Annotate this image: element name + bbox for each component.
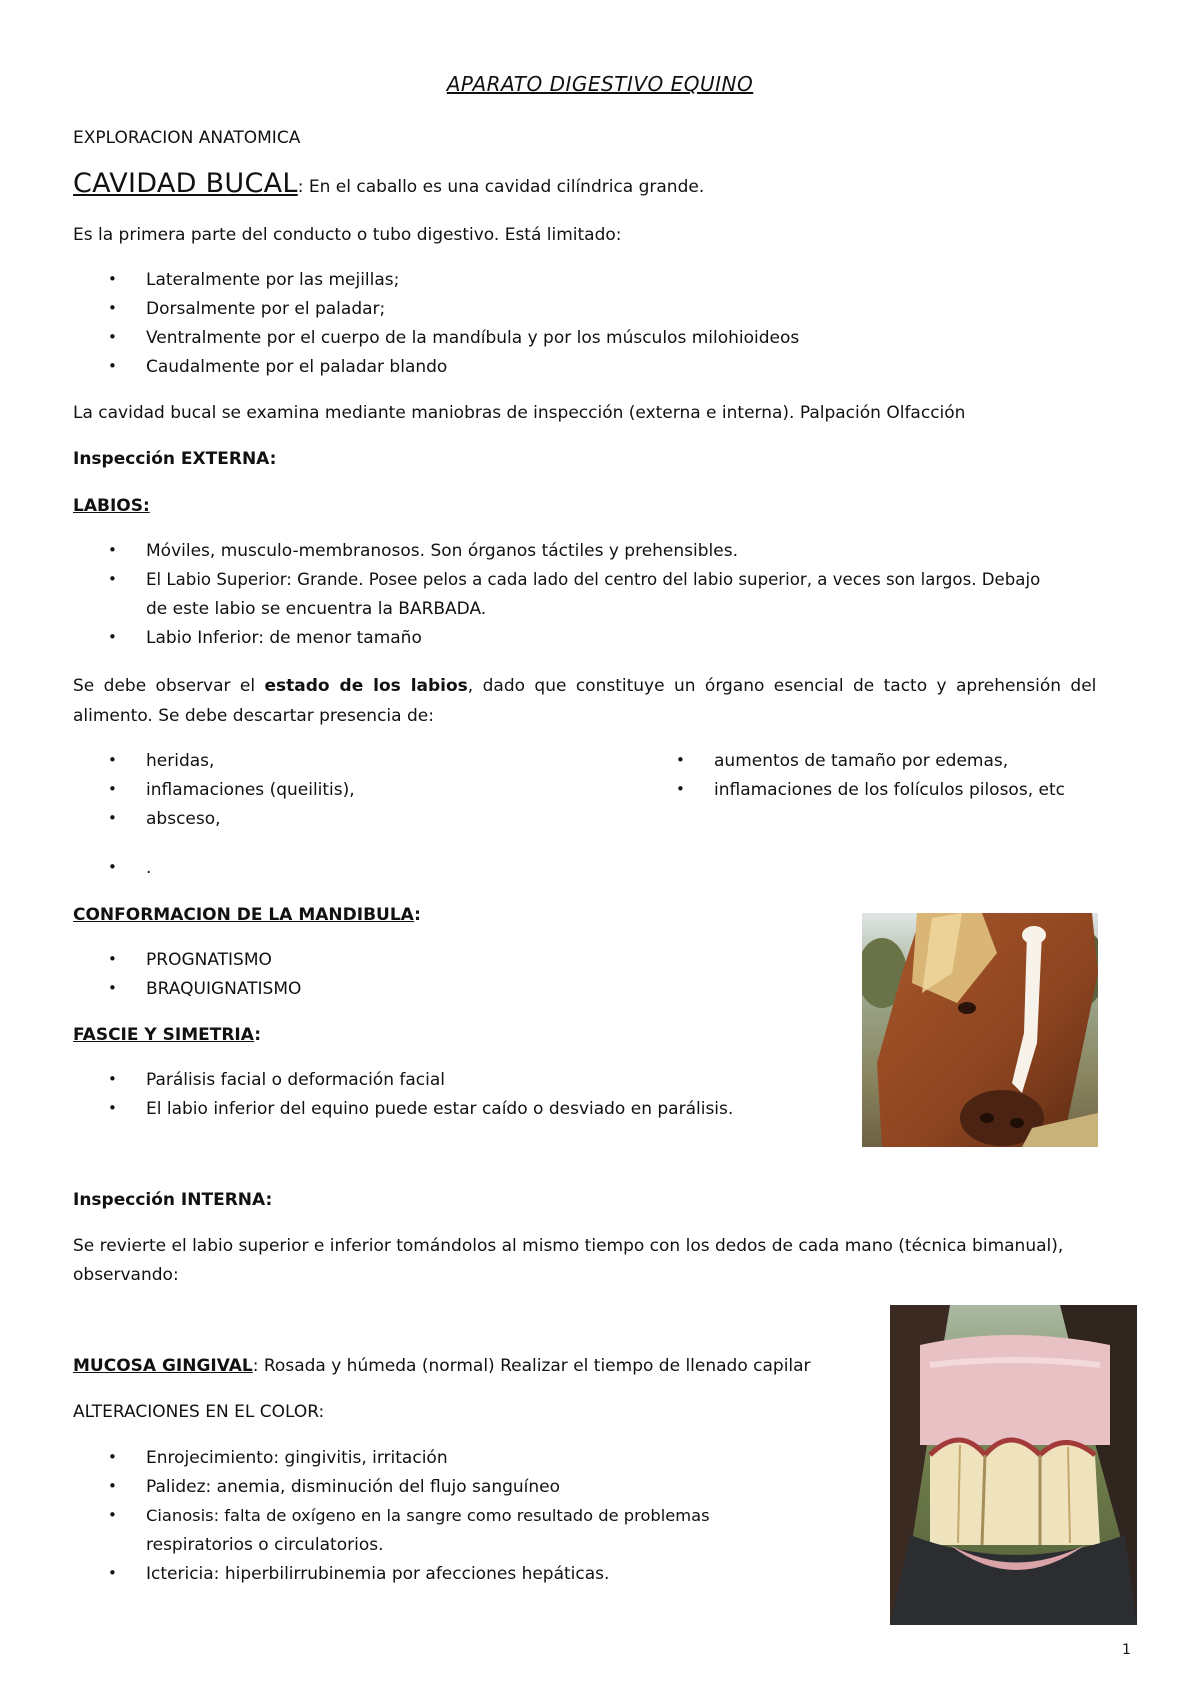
left-list-item: heridas, [146,751,215,771]
mucosa-line [73,1356,811,1376]
face-item: Parálisis facial o deformación facial [146,1070,445,1090]
bullet-marker: • [108,1506,117,1524]
horse-head-illustration [862,913,1098,1147]
mandible-colon: : [414,905,421,925]
alteration-item-continuation: respiratorios o circulatorios. [146,1535,384,1555]
bullet-marker: • [108,780,117,798]
observe-line-2: alimento. Se debe descartar presencia de: [73,706,434,726]
face-heading: FASCIE Y SIMETRIA [73,1025,255,1045]
bullet-marker: • [676,780,685,798]
observe-post: , dado que constituye un órgano esencial de tacto y aprehensión del [467,676,1097,696]
bullet-marker: • [108,1477,117,1495]
bullet-marker: • [108,1099,117,1117]
right-list-item: aumentos de tamaño por edemas, [714,751,1009,771]
cavity-heading: CAVIDAD BUCAL [73,168,298,199]
internal-heading: Inspección INTERNA: [73,1190,273,1210]
bullet-marker: • [108,570,117,588]
mandible-item: BRAQUIGNATISMO [146,979,302,999]
observe-bold: estado de los labios [264,676,468,696]
mucosa-heading: MUCOSA GINGIVAL [73,1356,253,1376]
exploration-heading: EXPLORACION ANATOMICA [73,128,301,148]
bullet-marker: • [108,950,117,968]
internal-text-line-2: observando: [73,1265,179,1285]
observe-line-1 [73,676,1135,696]
bullet-marker: • [108,751,117,769]
lips-item: Labio Inferior: de menor tamaño [146,628,422,648]
mandible-item: PROGNATISMO [146,950,272,970]
horse-head-photo [862,913,1098,1147]
bullet-marker: • [108,328,117,346]
page-title: APARATO DIGESTIVO EQUINO [446,72,754,96]
bullet-marker: • [108,299,117,317]
lips-item: Móviles, musculo-membranosos. Son órganos táctiles y prehensibles. [146,541,738,561]
cavity-heading-line [73,168,704,199]
mandible-heading-line [73,905,421,925]
page-number: 1 [1122,1642,1131,1658]
right-list-item: inflamaciones de los folículos pilosos, etc [714,780,1065,800]
bullet-marker: • [108,270,117,288]
left-list-item: inflamaciones (queilitis), [146,780,355,800]
limit-item: Caudalmente por el paladar blando [146,357,448,377]
mandible-heading: CONFORMACION DE LA MANDIBULA [73,905,415,925]
cavity-heading-rest: : En el caballo es una cavidad cilíndrica grande. [297,177,705,197]
limit-item: Lateralmente por las mejillas; [146,270,400,290]
alteration-item: Enrojecimiento: gingivitis, irritación [146,1448,448,1468]
alteration-item: Palidez: anemia, disminución del flujo sanguíneo [146,1477,561,1497]
bullet-marker: • [108,1070,117,1088]
exam-text: La cavidad bucal se examina mediante maniobras de inspección (externa e interna). Palpación Olfacción [73,403,966,423]
alterations-heading: ALTERACIONES EN EL COLOR: [73,1402,325,1422]
bullet-marker: • [108,809,117,827]
lips-heading: LABIOS: [73,496,150,516]
face-item: El labio inferior del equino puede estar caído o desviado en parálisis. [146,1099,734,1119]
left-list-item: absceso, [146,809,221,829]
external-heading: Inspección EXTERNA: [73,449,277,469]
internal-text-line-1: Se revierte el labio superior e inferior tomándolos al mismo tiempo con los dedos de cada mano (técnica bimanual), [73,1236,1064,1256]
bullet-marker: • [108,357,117,375]
alteration-item: Ictericia: hiperbilirrubinemia por afecciones hepáticas. [146,1564,610,1584]
lips-item: El Labio Superior: Grande. Posee pelos a cada lado del centro del labio superior, a veces son largos. Debajo [146,570,1041,589]
bullet-marker: • [108,1448,117,1466]
dot-item: . [146,858,152,878]
alteration-item: Cianosis: falta de oxígeno en la sangre como resultado de problemas [146,1506,710,1525]
face-heading-line [73,1025,261,1045]
bullet-marker: • [676,751,685,769]
limit-item: Ventralmente por el cuerpo de la mandíbula y por los músculos milohioideos [146,328,800,348]
lips-item-continuation: de este labio se encuentra la BARBADA. [146,599,487,619]
bullet-marker: • [108,979,117,997]
bullet-marker: • [108,628,117,646]
mucosa-text: : Rosada y húmeda (normal) Realizar el tiempo de llenado capilar [252,1356,811,1376]
bullet-marker: • [108,858,117,876]
cavity-intro: Es la primera parte del conducto o tubo digestivo. Está limitado: [73,225,622,245]
bullet-marker: • [108,1564,117,1582]
horse-teeth-illustration [890,1305,1137,1625]
limit-item: Dorsalmente por el paladar; [146,299,386,319]
horse-gum-photo [890,1305,1137,1625]
face-colon: : [254,1025,262,1045]
observe-pre: Se debe observar el [73,676,265,696]
bullet-marker: • [108,541,117,559]
